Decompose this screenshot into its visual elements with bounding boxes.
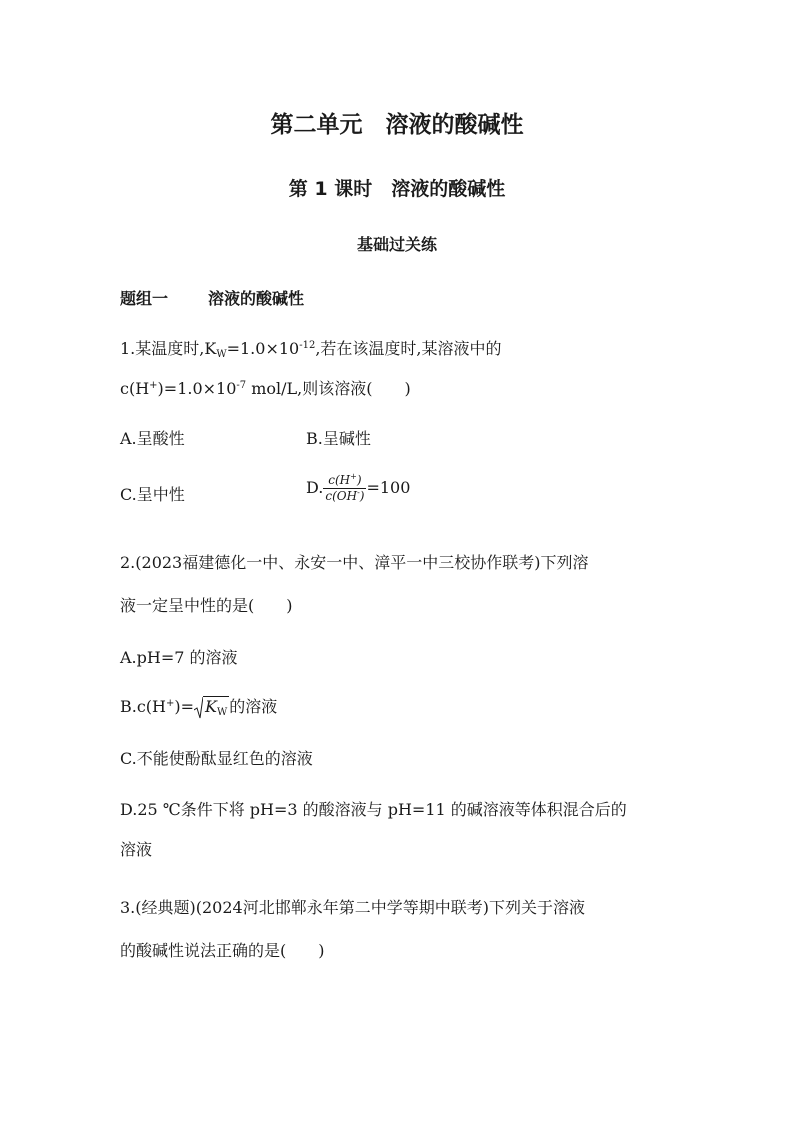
- question-2-option-c: C.不能使酚酞显红色的溶液: [120, 749, 313, 768]
- question-2-option-a: A.pH=7 的溶液: [120, 648, 238, 667]
- question-2-line-1: 2.(2023福建德化一中、永安一中、漳平一中三校协作联考)下列溶: [120, 553, 589, 572]
- group-topic: 溶液的酸碱性: [208, 289, 305, 308]
- question-2-option-b: $B.c(H^+)= K_W$ 的溶液: [120, 697, 278, 719]
- question-2-line-2: 液一定呈中性的是( ): [120, 596, 293, 615]
- question-2-option-d-line-1: D.25 ℃条件下将 pH=3 的酸溶液与 pH=11 的碱溶液等体积混合后的: [120, 800, 627, 819]
- group-label: 题组一: [120, 289, 169, 308]
- question-1-option-a: A.呈酸性: [120, 429, 185, 448]
- lesson-title: 第 1 课时 溶液的酸碱性: [288, 178, 506, 200]
- question-2-option-d-line-2: 溶液: [120, 840, 153, 859]
- question-1-option-d: D. $\frac{c(H^+)}{c(OH^-)}$ =100: [306, 472, 411, 504]
- section-title: 基础过关练: [356, 235, 437, 254]
- square-root: $K_W$: [194, 696, 229, 719]
- question-1-option-b: B.呈碱性: [306, 429, 371, 448]
- fraction: $\frac{c(H^+)}{c(OH^-)}$: [325, 472, 365, 504]
- question-1-line-1: 1.某温度时$,K_W=1.0\times 10^{-12}$,若在该温度时,某溶液中的: [120, 339, 502, 360]
- question-1-option-c: C.呈中性: [120, 485, 185, 504]
- question-3-line-2: 的酸碱性说法正确的是( ): [120, 941, 325, 960]
- question-3-line-1: 3.(经典题)(2024河北邯郸永年第二中学等期中联考)下列关于溶液: [120, 898, 585, 917]
- unit-title: 第二单元 溶液的酸碱性: [270, 112, 524, 138]
- question-group-heading: [120, 286, 304, 309]
- question-1-line-2: $c(H^+)=1.0\times 10^{-7}$ mol/L,则该溶液( ): [120, 379, 411, 398]
